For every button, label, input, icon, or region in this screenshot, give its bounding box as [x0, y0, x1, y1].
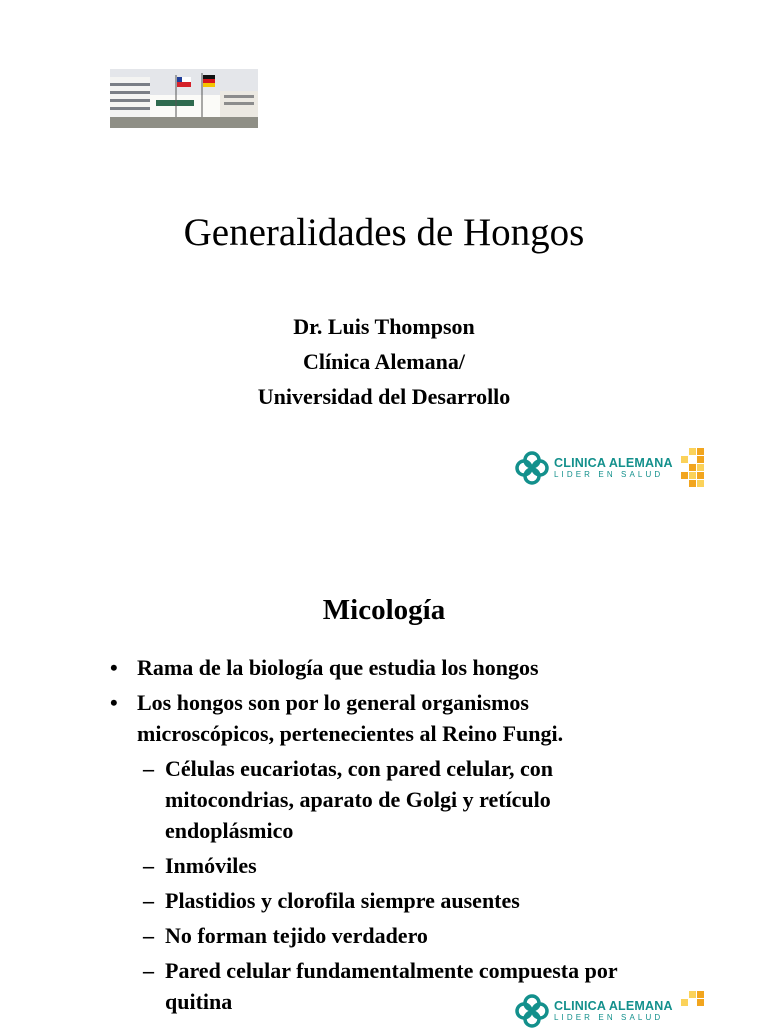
author-affiliation: Clínica Alemana/ [303, 349, 465, 374]
list-item-text: Rama de la biología que estudia los hongos [137, 655, 539, 680]
list-item-text: No forman tejido verdadero [165, 923, 428, 948]
list-item-text: Los hongos son por lo general organismos microscópicos, pertenecientes al Reino Fungi. [137, 690, 564, 746]
bullet-list [110, 652, 670, 1021]
section-title: Micología [322, 594, 446, 626]
list-item [110, 920, 670, 951]
building-photo [110, 69, 258, 128]
dash-marker: – [143, 756, 154, 781]
clinica-alemana-logo-footer [514, 991, 705, 1031]
clinica-alemana-logo [514, 448, 705, 488]
list-item [110, 850, 670, 881]
logo-name: CLINICA ALEMANA [554, 455, 673, 470]
logo-name: CLINICA ALEMANA [554, 998, 673, 1013]
clinica-alemana-emblem-icon [514, 450, 550, 486]
list-item [110, 885, 670, 916]
author-block [0, 309, 768, 414]
logo-tagline: LIDER EN SALUD [554, 470, 664, 480]
author-name: Dr. Luis Thompson [293, 314, 475, 339]
author-university: Universidad del Desarrollo [257, 384, 511, 409]
list-item [110, 753, 670, 846]
dash-marker: – [143, 923, 154, 948]
list-item [110, 652, 670, 683]
bullet-marker: • [110, 655, 118, 680]
logo-tagline: LIDER EN SALUD [554, 1013, 664, 1023]
logo-squares-icon [675, 991, 705, 1031]
dash-marker: – [143, 958, 154, 983]
list-item-text: Inmóviles [165, 853, 257, 878]
logo-squares-icon [675, 448, 705, 488]
list-item-text: Células eucariotas, con pared celular, con mitocondrias, aparato de Golgi y retículo endoplásmico [165, 756, 554, 843]
list-item [110, 687, 670, 749]
slide-title: Generalidades de Hongos [183, 211, 585, 254]
bullet-marker: • [110, 690, 118, 715]
dash-marker: – [143, 888, 154, 913]
list-item-text: Pared celular fundamentalmente compuesta por quitina [165, 958, 618, 1014]
list-item-text: Plastidios y clorofila siempre ausentes [165, 888, 520, 913]
dash-marker: – [143, 853, 154, 878]
